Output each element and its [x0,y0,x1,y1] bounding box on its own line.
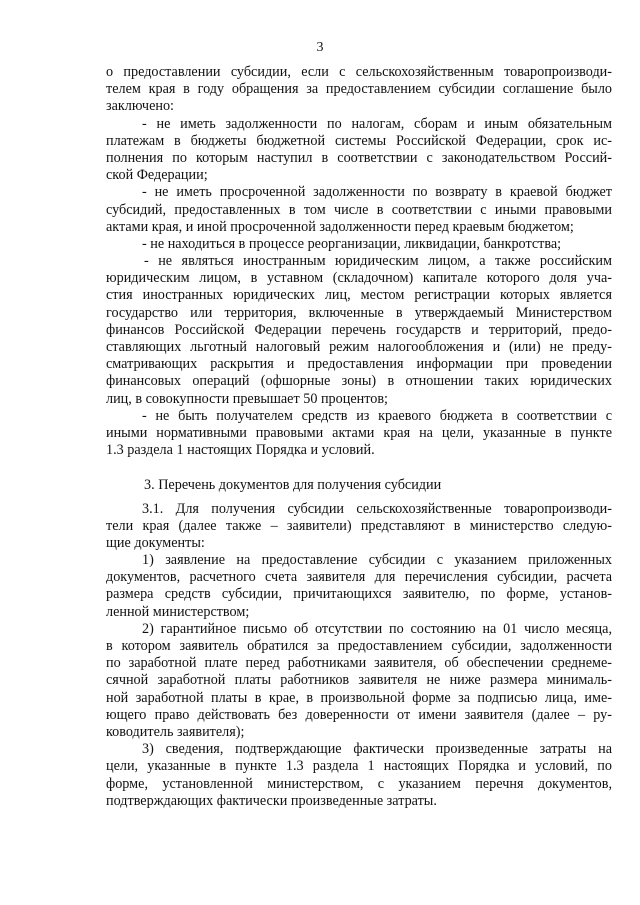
list-item [106,184,612,236]
text-line: юридическим лицом, в уставном (складочном) капитале которого доля уча- [106,270,612,287]
text-line: 1) заявление на предоставление субсидии с указанием приложенных [142,552,612,569]
text-line: стия иностранных юридических лиц, местом регистрации которых является [106,287,612,304]
text-line: платежам в бюджеты бюджетной системы Российской Федерации, срок ис- [106,132,612,149]
text-line: - не являться иностранным юридическим лицом, а также российским [144,253,612,270]
text-line: ководитель заявителя); [106,723,245,740]
text-line: - не иметь задолженности по налогам, сборам и иным обязательным [142,115,612,132]
text-line: - не иметь просроченной задолженности по возврату в краевой бюджет [142,184,612,201]
list-item [106,621,612,741]
list-item [106,408,612,460]
text-line: - не быть получателем средств из краевого бюджета в соответствии с [142,407,612,424]
text-line: ставляющих льготный налоговый режим налогообложения и (или) не преду- [106,339,612,355]
section-heading [106,477,612,494]
text-line: телем края в году обращения за предоставлением субсидии соглашение было [106,81,612,98]
text-line: в котором заявитель обратился за предоставлением субсидии, задолженности [106,638,612,654]
text-line: по заработной плате перед работниками заявителя, об обеспечении среднеме- [106,655,612,672]
text-line: ющего право действовать без доверенности от имени заявителя (далее – ру- [106,706,612,723]
text-line: - не находиться в процессе реорганизации, ликвидации, банкротства; [142,235,562,252]
text-line: финансов Российской Федерации перечень государств и территорий, предо- [106,321,612,338]
heading-text: 3. Перечень документов для получения субсидии [144,477,442,494]
text-line: 1.3 раздела 1 настоящих Порядка и условий. [106,442,375,459]
text-line: актами края, и иной просроченной задолженности перед краевым бюджетом; [106,218,574,235]
text-line: ной заработной платы в крае, в произвольной форме за подписью лица, име- [106,689,612,706]
text-line: цели, указанные в пункте 1.3 раздела 1 настоящих Порядка и условий, по [106,758,612,775]
text-line: финансовых операций (офшорные зоны) в отношении таких юридических [106,373,612,390]
document-body [106,64,612,810]
text-line: 2) гарантийное письмо об отсутствии по состоянию на 01 число месяца, [142,620,612,637]
text-line: ленной министерством; [106,603,250,620]
list-item [106,116,612,185]
paragraph [106,64,612,116]
text-line: заключено: [106,98,174,115]
text-line: 3.1. Для получения субсидии сельскохозяйственные товаропроизводи- [142,500,612,517]
text-line: лиц, в совокупности превышает 50 процентов; [106,390,388,407]
text-line: форме, установленной министерством, с указанием перечня документов, [106,775,612,792]
page-number: 3 [316,40,324,55]
text-line: подтверждающих фактически произведенные затраты. [106,792,437,809]
text-line: документов, расчетного счета заявителя для перечисления субсидии, расчета [106,569,612,586]
text-line: сматривающих раскрытия и предоставления информации при проведении [106,356,612,373]
text-line: 3) сведения, подтверждающие фактически произведенные затраты на [142,741,612,758]
text-line: субсидий, предоставленных в том числе в соответствии с иными правовыми [106,201,612,218]
text-line: о предоставлении субсидии, если с сельскохозяйственным товаропроизводи- [106,64,612,80]
paragraph [106,501,612,553]
text-line: ской Федерации; [106,167,208,184]
text-line: иными нормативными правовыми актами края на цели, указанные в пункте [106,424,612,441]
text-line: щие документы: [106,534,205,551]
text-line: полнения по которым наступил в соответствии с законодательством Россий- [106,149,612,166]
list-item [106,741,612,810]
list-item [106,552,612,621]
spacer [106,459,612,477]
text-line: государство или территория, включенные в утверждаемый Министерством [106,304,612,321]
text-line: размера средств субсидии, причитающихся заявителю, по форме, установ- [106,586,612,603]
text-line: сячной заработной платы работников заявителя не ниже размера минималь- [106,672,612,689]
list-item [106,236,612,253]
text-line: тели края (далее также – заявители) представляют в министерство следую- [106,517,612,534]
list-item [106,253,612,408]
